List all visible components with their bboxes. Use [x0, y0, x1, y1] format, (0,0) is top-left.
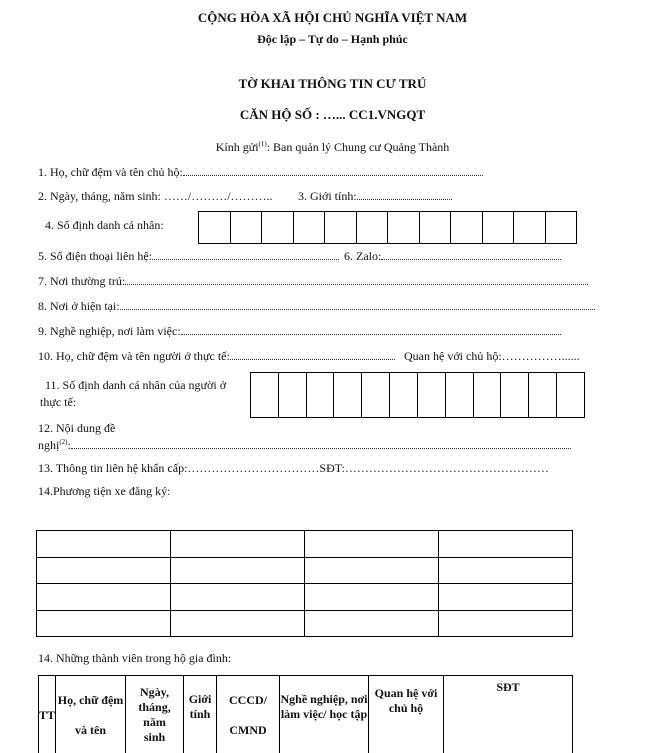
field-owner-name[interactable]	[38, 165, 483, 180]
cell[interactable]	[439, 531, 573, 558]
label: 8. Nơi ở hiện tại:	[38, 299, 120, 313]
field-zalo[interactable]	[344, 249, 561, 264]
id-number-boxes[interactable]	[198, 211, 577, 244]
members-label: 14. Những thành viên trong hộ gia đình:	[38, 651, 232, 665]
cell[interactable]	[171, 610, 305, 637]
field-occupation[interactable]	[38, 324, 561, 339]
table-row	[37, 557, 573, 584]
occupant-id-boxes[interactable]	[250, 372, 585, 418]
cell[interactable]	[171, 584, 305, 611]
id-number-label: 4. Số định danh cá nhân:	[45, 218, 164, 232]
table-row	[37, 584, 573, 611]
form-title: TỜ KHAI THÔNG TIN CƯ TRÚ	[238, 76, 427, 91]
cell[interactable]	[171, 531, 305, 558]
nation-heading: CỘNG HÒA XÃ HỘI CHỦ NGHĨA VIỆT NAM	[197, 10, 468, 25]
cell[interactable]	[439, 584, 573, 611]
apartment-number: CĂN HỘ SỐ : …... CC1.VNGQT	[239, 107, 426, 122]
request-label: 12. Nội dung đề	[38, 421, 116, 435]
col-name: Họ, chữ đệm và tên	[56, 676, 126, 753]
label: 6. Zalo:	[344, 249, 382, 263]
footnote-1: (1)	[258, 140, 267, 148]
field-emergency-contact[interactable]: 13. Thông tin liên hệ khẩn cấp:……………………………SĐT:……………………………………………	[38, 461, 549, 475]
col-tt: TT	[39, 676, 56, 753]
cell[interactable]	[37, 610, 171, 637]
field-current-address[interactable]	[38, 299, 595, 314]
recipient-line	[0, 140, 665, 155]
cell[interactable]	[305, 584, 439, 611]
label: nghị	[38, 438, 60, 452]
cell[interactable]	[37, 557, 171, 584]
table-row	[37, 531, 573, 558]
cell[interactable]	[439, 557, 573, 584]
col-phone: SĐT	[444, 676, 573, 753]
recipient: : Ban quản lý Chung cư Quảng Thành	[266, 140, 450, 154]
label: 1. Họ, chữ đệm và tên chủ hộ:	[38, 165, 183, 179]
cell[interactable]	[305, 610, 439, 637]
col-relationship: Quan hệ với chủ hộ	[369, 676, 444, 753]
occupant-id-label-2: thực tế:	[40, 395, 77, 409]
table-row	[37, 610, 573, 637]
label: 3. Giới tính:	[298, 189, 357, 203]
motto: Độc lập – Tự do – Hạnh phúc	[257, 32, 408, 46]
members-header-row	[39, 676, 573, 753]
members-table	[38, 675, 573, 753]
label: 7. Nơi thường trú:	[38, 274, 126, 288]
recipient-label: Kính gửi	[215, 140, 259, 154]
field-relationship[interactable]: Quan hệ với chủ hộ:……………......	[404, 349, 580, 363]
occupant-id-label-1: 11. Số định danh cá nhân của người ở	[45, 378, 227, 392]
field-permanent-address[interactable]	[38, 274, 588, 289]
vehicle-table[interactable]	[36, 530, 573, 637]
field-request[interactable]: nghị$^{(2)}$:	[38, 438, 571, 453]
footnote-2: (2)	[59, 438, 68, 446]
col-occupation: Nghề nghiệp, nơi làm việc/ học tập	[280, 676, 369, 753]
label: 9. Nghề nghiệp, nơi làm việc:	[38, 324, 181, 338]
field-occupant-name[interactable]	[38, 349, 395, 364]
col-gender: Giới tính	[184, 676, 217, 753]
cell[interactable]	[37, 531, 171, 558]
label: 10. Họ, chữ đệm và tên người ở thực tế:	[38, 349, 230, 363]
cell[interactable]	[37, 584, 171, 611]
cell[interactable]	[171, 557, 305, 584]
cell[interactable]	[305, 531, 439, 558]
col-birthdate: Ngày, tháng, năm sinh	[126, 676, 184, 753]
vehicle-label: 14.Phương tiện xe đăng ký:	[38, 484, 171, 498]
field-gender[interactable]	[298, 189, 452, 204]
field-birthdate[interactable]: 2. Ngày, tháng, năm sinh: ……/………/………..	[38, 189, 273, 203]
cell[interactable]	[439, 610, 573, 637]
cell[interactable]	[305, 557, 439, 584]
field-phone[interactable]	[38, 249, 339, 264]
label: 5. Số điện thoại liên hệ:	[38, 249, 152, 263]
col-id: CCCD/ CMND	[217, 676, 280, 753]
